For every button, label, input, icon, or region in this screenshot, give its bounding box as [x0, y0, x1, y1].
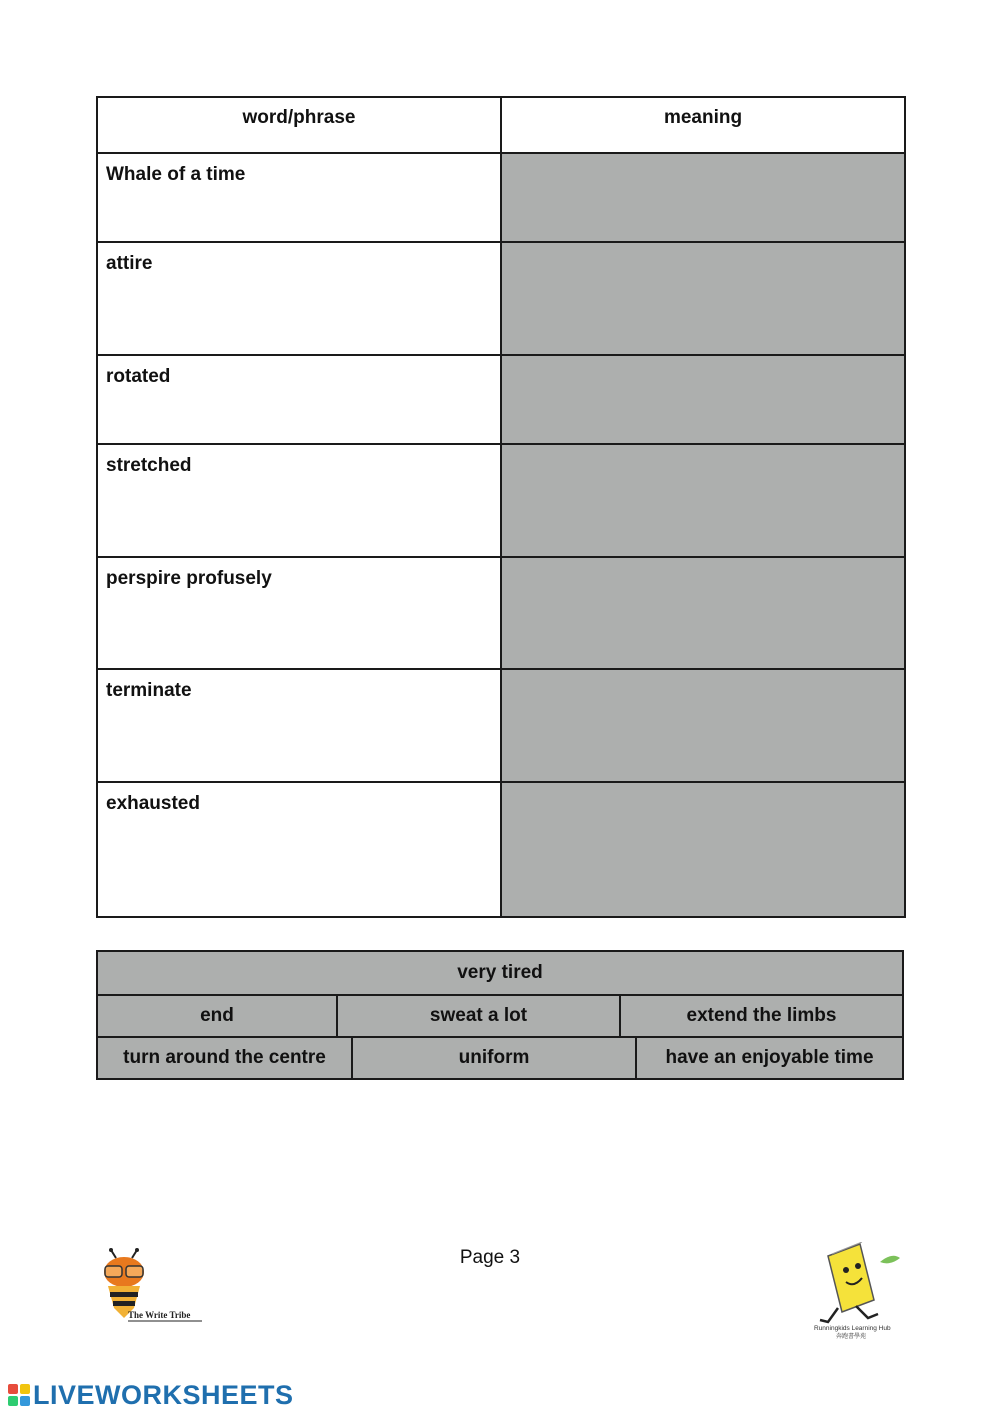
running-book-logo-icon: [808, 1242, 904, 1342]
liveworksheets-brand: [8, 1378, 294, 1412]
meaning-drop-zone[interactable]: [501, 242, 905, 355]
draggable-answer[interactable]: extend the limbs: [619, 996, 902, 1036]
table-row: [97, 242, 905, 355]
table-row: [97, 669, 905, 782]
draggable-answer[interactable]: sweat a lot: [336, 996, 619, 1036]
table-row: [97, 153, 905, 242]
meaning-drop-zone[interactable]: [501, 557, 905, 669]
page-number: Page 3: [459, 1247, 521, 1268]
draggable-answer[interactable]: very tired: [457, 962, 543, 983]
word-cell: rotated: [97, 355, 501, 444]
svg-text:The Write Tribe: The Write Tribe: [128, 1310, 191, 1320]
draggable-answer[interactable]: uniform: [351, 1038, 635, 1078]
table-header-row: [97, 97, 905, 153]
word-bank-row: [98, 1036, 902, 1078]
draggable-answer[interactable]: have an enjoyable time: [635, 1038, 902, 1078]
meaning-drop-zone[interactable]: [501, 355, 905, 444]
word-cell: stretched: [97, 444, 501, 557]
brand-text: LIVEWORKSHEETS: [33, 1379, 294, 1410]
brand-mark-icon: [8, 1384, 30, 1406]
meaning-drop-zone[interactable]: [501, 444, 905, 557]
table-row: [97, 782, 905, 917]
header-word-phrase: word/phrase: [97, 97, 501, 153]
bee-logo-icon: [96, 1248, 208, 1328]
table-row: [97, 444, 905, 557]
draggable-answer[interactable]: end: [200, 1005, 234, 1026]
draggable-answer[interactable]: turn around the centre: [123, 1047, 326, 1068]
vocabulary-table: [96, 96, 906, 918]
word-bank-row: [98, 994, 902, 1036]
svg-text:Runningkids Learning Hub: Runningkids Learning Hub: [814, 1325, 891, 1332]
word-bank-row: [98, 952, 902, 994]
svg-text:奔跑書學苑: 奔跑書學苑: [836, 1334, 867, 1340]
word-cell: attire: [97, 242, 501, 355]
meaning-drop-zone[interactable]: [501, 669, 905, 782]
word-cell: terminate: [97, 669, 501, 782]
word-bank: [96, 950, 904, 1080]
meaning-drop-zone[interactable]: [501, 153, 905, 242]
header-meaning: meaning: [501, 97, 905, 153]
table-row: [97, 355, 905, 444]
word-cell: Whale of a time: [97, 153, 501, 242]
table-row: [97, 557, 905, 669]
meaning-drop-zone[interactable]: [501, 782, 905, 917]
word-cell: exhausted: [97, 782, 501, 917]
word-cell: perspire profusely: [97, 557, 501, 669]
